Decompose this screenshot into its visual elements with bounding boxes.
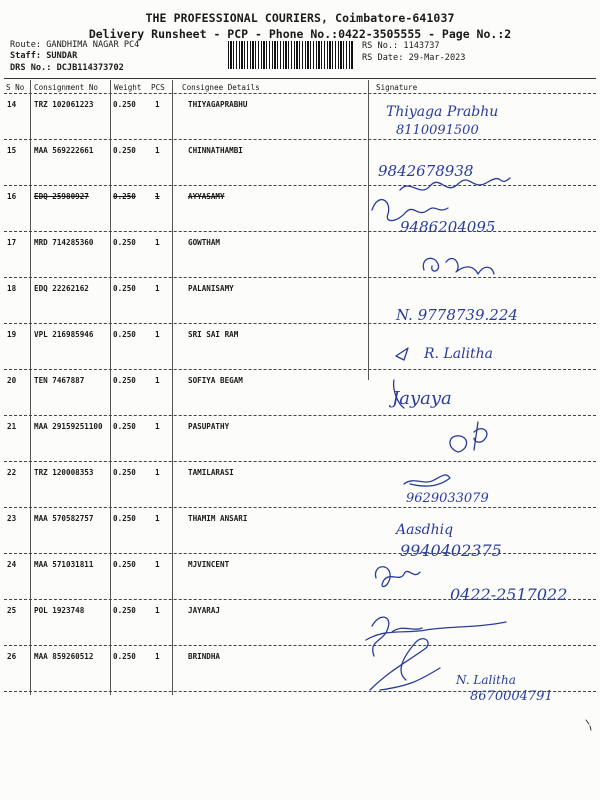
row-consignee: GOWTHAM — [188, 238, 221, 247]
drs-number: DRS No.: DCJB114373702 — [10, 63, 124, 73]
row-consignee: PALANISAMY — [188, 284, 234, 293]
row-weight: 0.250 — [113, 560, 136, 569]
col-header-sno: S No — [6, 83, 25, 92]
signature-21-scrawl — [450, 422, 487, 452]
row-consignee: BRINDHA — [188, 652, 221, 661]
col-header-weight: Weight — [114, 83, 142, 92]
signature-16-phone: 9486204095 — [400, 218, 496, 236]
signature-24-scrawl — [375, 567, 420, 587]
signature-15-phone: 9842678938 — [378, 162, 474, 180]
row-sno: 20 — [7, 376, 17, 385]
document-title: THE PROFESSIONAL COURIERS, Coimbatore-641037 — [145, 11, 455, 25]
row-consignment-no: EDQ 22262162 — [34, 284, 89, 293]
row-sno: 19 — [7, 330, 17, 339]
row-pcs: 1 — [155, 652, 160, 661]
row-weight: 0.250 — [113, 514, 136, 523]
signature-24-phone: 0422-2517022 — [450, 585, 568, 604]
row-consignment-no: MAA 29159251100 — [34, 422, 103, 431]
row-divider — [4, 645, 596, 646]
row-consignment-no: TRZ 102061223 — [34, 100, 94, 109]
row-consignee: JAYARAJ — [188, 606, 221, 615]
barcode-image — [228, 41, 354, 69]
signature-14-phone: 8110091500 — [396, 123, 479, 138]
row-divider — [4, 369, 596, 370]
signature-20-scrawl — [394, 380, 404, 408]
row-weight: 0.250 — [113, 422, 136, 431]
row-consignee: AYYASAMY — [188, 192, 225, 201]
row-consignee: PASUPATHY — [188, 422, 230, 431]
rs-date: RS Date: 29-Mar-2023 — [362, 53, 466, 63]
row-consignment-no: TRZ 120008353 — [34, 468, 94, 477]
signature-18-phone: N. 9778739.224 — [396, 306, 518, 324]
row-pcs: 1 — [155, 284, 160, 293]
row-divider — [4, 507, 596, 508]
row-divider — [4, 415, 596, 416]
signature-17-scrawl — [423, 258, 494, 274]
row-divider — [4, 139, 596, 140]
signature-26-name: N. Lalitha — [456, 673, 516, 687]
row-weight: 0.250 — [113, 146, 136, 155]
signature-19-name: R. Lalitha — [424, 346, 494, 362]
row-weight: 0.250 — [113, 376, 136, 385]
signature-20-name: Jayaya — [392, 388, 452, 409]
document-subtitle: Delivery Runsheet - PCP - Phone No.:0422-3505555 - Page No.:2 — [88, 27, 512, 41]
row-sno: 22 — [7, 468, 17, 477]
column-divider — [172, 80, 173, 695]
row-weight: 0.250 — [113, 652, 136, 661]
row-consignee: THIYAGAPRABHU — [188, 100, 248, 109]
row-weight: 0.250 — [113, 330, 136, 339]
column-divider — [110, 80, 111, 695]
row-sno: 14 — [7, 100, 17, 109]
row-consignment-no: VPL 216985946 — [34, 330, 94, 339]
row-pcs: 1 — [155, 192, 160, 201]
col-header-signature: Signature — [376, 83, 418, 92]
row-weight: 0.250 — [113, 606, 136, 615]
signature-15-scrawl — [400, 178, 510, 190]
row-weight: 0.250 — [113, 468, 136, 477]
row-pcs: 1 — [155, 376, 160, 385]
signature-19-mark — [396, 348, 408, 360]
row-sno: 18 — [7, 284, 17, 293]
signature-23-phone: 9940402375 — [400, 541, 502, 560]
row-pcs: 1 — [155, 330, 160, 339]
row-divider — [4, 691, 596, 692]
row-consignment-no: MAA 859260512 — [34, 652, 94, 661]
signature-26-scrawl — [370, 639, 440, 690]
rs-number: RS No.: 1143737 — [362, 41, 440, 51]
signature-23-name: Aasdhiq — [396, 522, 454, 538]
row-divider — [4, 461, 596, 462]
row-pcs: 1 — [155, 606, 160, 615]
route-label: Route: GANDHIMA NAGAR PC4 — [10, 40, 140, 50]
row-pcs: 1 — [155, 422, 160, 431]
row-consignee: CHINNATHAMBI — [188, 146, 243, 155]
table-header-divider — [4, 93, 596, 94]
column-divider — [30, 80, 31, 695]
signature-22-scrawl — [404, 475, 450, 486]
col-header-consignment: Consignment No — [34, 83, 99, 92]
row-consignee: MJVINCENT — [188, 560, 230, 569]
row-divider — [4, 277, 596, 278]
row-pcs: 1 — [155, 514, 160, 523]
row-consignment-no: MRD 714285360 — [34, 238, 94, 247]
row-consignment-no: POL 1923748 — [34, 606, 85, 615]
table-top-border — [4, 78, 596, 79]
row-consignment-no: MAA 570582757 — [34, 514, 94, 523]
row-pcs: 1 — [155, 238, 160, 247]
row-consignment-no: TEN 7467887 — [34, 376, 85, 385]
signature-26-phone: 8670004791 — [470, 689, 553, 704]
row-consignment-no: MAA 569222661 — [34, 146, 94, 155]
row-divider — [4, 231, 596, 232]
row-divider — [4, 599, 596, 600]
row-sno: 26 — [7, 652, 17, 661]
row-weight: 0.250 — [113, 100, 136, 109]
row-sno: 17 — [7, 238, 17, 247]
row-divider — [4, 553, 596, 554]
margin-mark — [586, 720, 591, 730]
row-weight: 0.250 — [113, 284, 136, 293]
row-sno: 16 — [7, 192, 17, 201]
signature-22-phone: 9629033079 — [406, 491, 489, 506]
col-header-pcs: PCS — [151, 83, 165, 92]
row-weight: 0.250 — [113, 238, 136, 247]
row-consignee: THAMIM ANSARI — [188, 514, 248, 523]
staff-label: Staff: SUNDAR — [10, 51, 78, 61]
row-pcs: 1 — [155, 560, 160, 569]
signature-25-scrawl — [366, 617, 506, 656]
row-sno: 15 — [7, 146, 17, 155]
row-pcs: 1 — [155, 100, 160, 109]
row-consignee: TAMILARASI — [188, 468, 234, 477]
row-consignment-no: EDQ 25980927 — [34, 192, 89, 201]
row-weight: 0.250 — [113, 192, 136, 201]
row-consignee: SRI SAI RAM — [188, 330, 239, 339]
row-sno: 21 — [7, 422, 17, 431]
row-pcs: 1 — [155, 146, 160, 155]
column-divider — [368, 80, 369, 380]
row-consignee: SOFIYA BEGAM — [188, 376, 243, 385]
row-sno: 23 — [7, 514, 17, 523]
row-pcs: 1 — [155, 468, 160, 477]
row-sno: 25 — [7, 606, 17, 615]
row-sno: 24 — [7, 560, 17, 569]
row-divider — [4, 185, 596, 186]
signature-16-scrawl — [372, 200, 448, 221]
row-consignment-no: MAA 571031811 — [34, 560, 94, 569]
col-header-consignee: Consignee Details — [182, 83, 260, 92]
signature-14-name: Thiyaga Prabhu — [386, 104, 499, 120]
row-divider — [4, 323, 596, 324]
